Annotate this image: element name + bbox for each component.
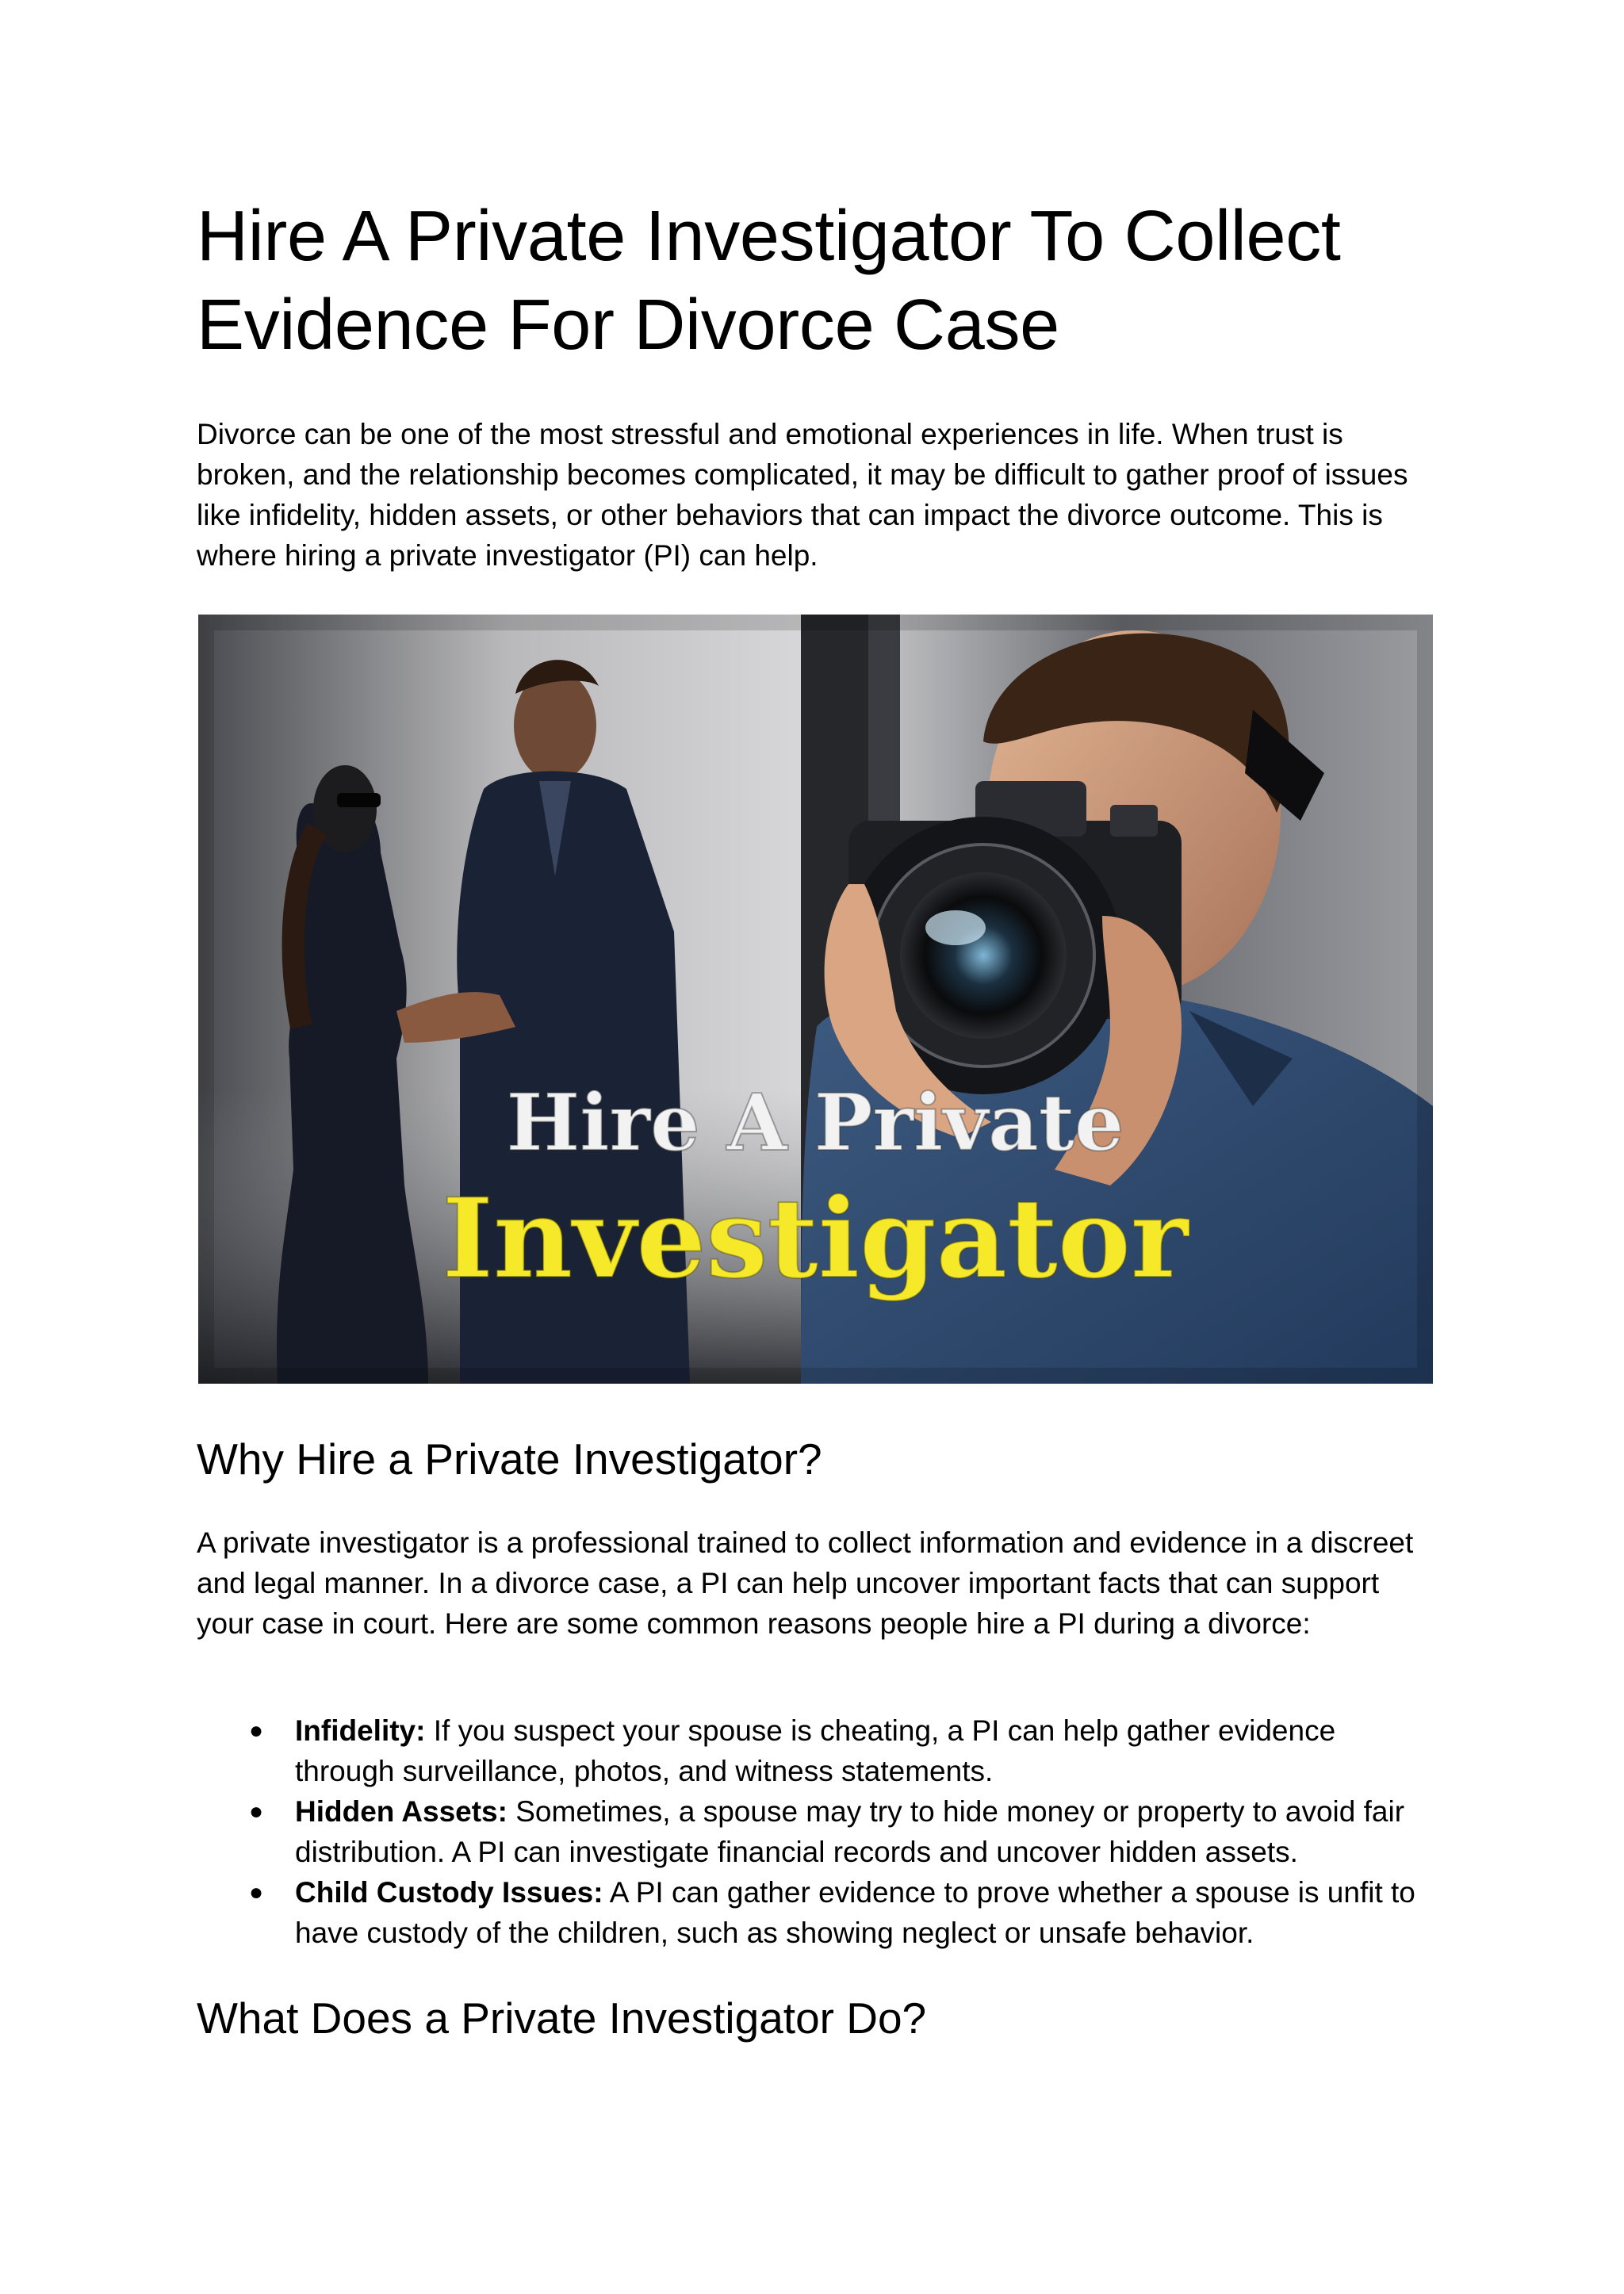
bullet-text: A PI can gather evidence to prove whether a spouse is unfit to have custody of the children, such as showing neglect or unsafe behavior.: [295, 1876, 1415, 1949]
page-title: Hire A Private Investigator To Collect Evidence For Divorce Case: [197, 197, 1341, 365]
why-heading: Why Hire a Private Investigator?: [197, 1434, 822, 1484]
bullet-text: Sometimes, a spouse may try to hide money or property to avoid fair distribution. A PI can investigate financial records and uncover hidden assets.: [295, 1795, 1405, 1868]
hero-line2: Investigator: [442, 1174, 1189, 1303]
list-item: [197, 1872, 1434, 1953]
hero-line1: Hire A Private: [506, 1078, 1124, 1169]
bullet-term: Child Custody Issues:: [295, 1876, 603, 1909]
bullet-icon: ●: [249, 1718, 264, 1744]
intro-paragraph: Divorce can be one of the most stressful and emotional experiences in life. When trust is broken, and the relationship becomes complicated, it may be difficult to gather proof of issues like infidelity, hidden assets, or other behaviors that can impact the divorce outcome. This is where hiring a private investigator (PI) can help.: [197, 418, 1408, 572]
bullet-text: If you suspect your spouse is cheating, a PI can help gather evidence through surveillance, photos, and witness statements.: [295, 1714, 1336, 1787]
list-item: [197, 1710, 1434, 1791]
bullet-icon: ●: [249, 1798, 264, 1825]
what-heading: What Does a Private Investigator Do?: [197, 1993, 927, 2043]
bullet-icon: ●: [249, 1879, 264, 1905]
hero-image: [198, 615, 1433, 1384]
reasons-list: [197, 1710, 1434, 1953]
list-item: [197, 1791, 1434, 1872]
why-paragraph: A private investigator is a professional trained to collect information and evidence in a discreet and legal manner. In a divorce case, a PI can help uncover important facts that can support your case in court. Here are some common reasons people hire a PI during a divorce:: [197, 1526, 1414, 1640]
bullet-term: Hidden Assets:: [295, 1795, 508, 1828]
bullet-term: Infidelity:: [295, 1714, 426, 1747]
